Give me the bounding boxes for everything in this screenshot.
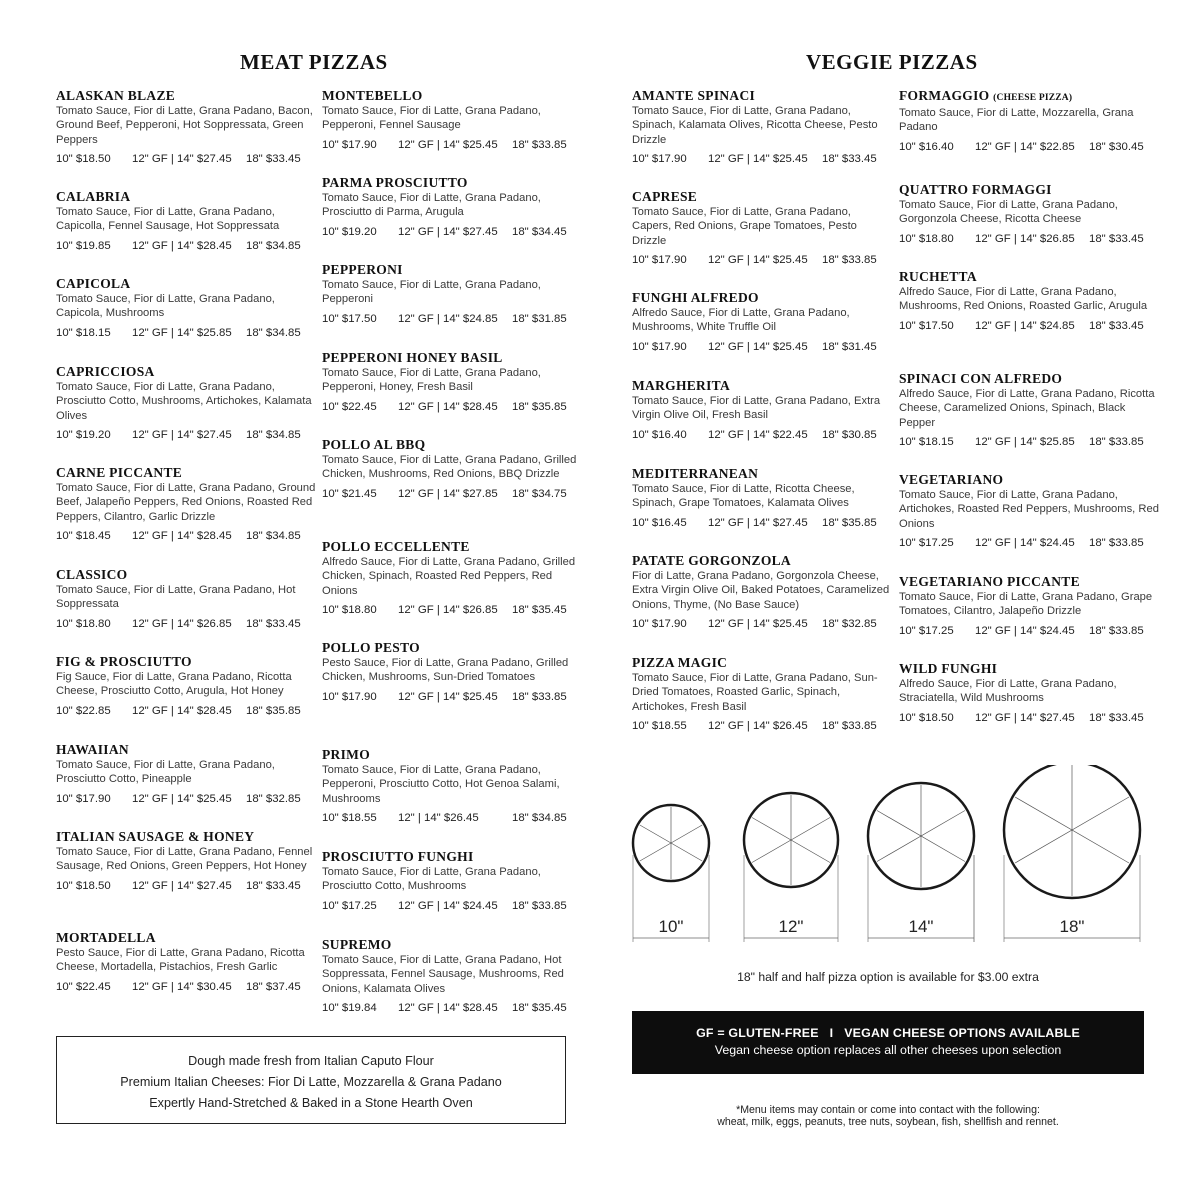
menu-item: [899, 182, 1159, 247]
price-18-inch: 18" $33.45: [1089, 319, 1144, 332]
menu-item-description: Tomato Sauce, Fior di Latte, Grana Padano, Capers, Red Onions, Grape Tomatoes, Pesto Drizzle: [632, 206, 857, 247]
menu-item: [322, 437, 582, 502]
menu-item: [56, 88, 316, 167]
price-18-inch: 18" $33.45: [1089, 711, 1144, 724]
menu-item-description: Tomato Sauce, Fior di Latte, Mozzarella, Grana Padano: [899, 107, 1134, 134]
menu-item-prices: [56, 705, 316, 719]
price-10-inch: 10" $18.80: [56, 617, 111, 630]
menu-item: [632, 189, 892, 268]
menu-item-prices: [322, 604, 582, 618]
price-12-14-inch: 12" GF | 14" $28.45: [398, 1001, 498, 1014]
menu-item-name: VEGETARIANO: [899, 472, 1004, 487]
menu-item-prices: [56, 618, 316, 632]
menu-item-name: MEDITERRANEAN: [632, 466, 759, 481]
price-12-14-inch: 12" GF | 14" $25.45: [708, 152, 808, 165]
menu-item-prices: [322, 812, 582, 826]
menu-item-prices: [632, 341, 892, 355]
menu-item-description: Tomato Sauce, Fior di Latte, Grana Padano, Pepperoni, Fennel Sausage: [322, 105, 541, 132]
price-18-inch: 18" $33.85: [512, 899, 567, 912]
menu-item: [56, 829, 316, 894]
menu-item-prices: [632, 429, 892, 443]
price-12-14-inch: 12" GF | 14" $25.85: [975, 435, 1075, 448]
menu-item-description: Tomato Sauce, Fior di Latte, Grana Padano, Sun-Dried Tomatoes, Roasted Garlic, Spinach, Artichokes, Fresh Basil: [632, 672, 878, 713]
menu-item-name: FIG & PROSCIUTTO: [56, 654, 192, 669]
menu-item-name: PATATE GORGONZOLA: [632, 553, 791, 568]
price-18-inch: 18" $34.85: [246, 428, 301, 441]
price-10-inch: 10" $17.25: [322, 899, 377, 912]
size-label-10: 10": [658, 917, 684, 936]
menu-item-name: PEPPERONI HONEY BASIL: [322, 350, 503, 365]
menu-item-description: Tomato Sauce, Fior di Latte, Grana Padano, Hot Soppressata, Fennel Sausage, Mushrooms, Red Onions, Kalamata Olives: [322, 954, 564, 995]
price-12-14-inch: 12" GF | 14" $27.45: [398, 225, 498, 238]
price-18-inch: 18" $33.85: [822, 253, 877, 266]
menu-item: [322, 175, 582, 240]
price-10-inch: 10" $17.90: [322, 138, 377, 151]
price-12-14-inch: 12" GF | 14" $25.45: [398, 138, 498, 151]
price-12-14-inch: 12" GF | 14" $24.85: [975, 319, 1075, 332]
price-18-inch: 18" $31.85: [512, 312, 567, 325]
veggie-pizzas-title: VEGGIE PIZZAS: [806, 50, 978, 74]
menu-item: [56, 364, 316, 443]
menu-item-name: CAPRESE: [632, 189, 698, 204]
price-12-14-inch: 12" GF | 14" $25.45: [132, 792, 232, 805]
menu-item-prices: [56, 981, 316, 995]
menu-item-prices: [56, 530, 316, 544]
menu-item-prices: [56, 793, 316, 807]
menu-item-prices: [632, 254, 892, 268]
menu-item: [56, 276, 316, 341]
menu-item-name: PARMA PROSCIUTTO: [322, 175, 468, 190]
menu-item: [899, 371, 1159, 450]
price-12-14-inch: 12" GF | 14" $25.45: [708, 340, 808, 353]
price-18-inch: 18" $34.85: [246, 326, 301, 339]
price-12-14-inch: 12" GF | 14" $25.45: [708, 617, 808, 630]
price-12-14-inch: 12" GF | 14" $27.45: [132, 879, 232, 892]
menu-item-prices: [322, 226, 582, 240]
menu-item-description: Tomato Sauce, Fior di Latte, Grana Padano, Capicolla, Fennel Sausage, Hot Soppressata: [56, 206, 280, 233]
menu-item-name: PROSCIUTTO FUNGHI: [322, 849, 474, 864]
price-10-inch: 10" $18.80: [899, 232, 954, 245]
menu-item-prices: [632, 517, 892, 531]
menu-item-name: CAPICOLA: [56, 276, 131, 291]
price-18-inch: 18" $33.85: [822, 719, 877, 732]
menu-item: [632, 88, 892, 167]
price-10-inch: 10" $19.20: [322, 225, 377, 238]
price-12-14-inch: 12" GF | 14" $26.85: [398, 603, 498, 616]
price-10-inch: 10" $18.50: [56, 152, 111, 165]
menu-item-description: Tomato Sauce, Fior di Latte, Grana Padano, Fennel Sausage, Red Onions, Green Peppers, Hot Honey: [56, 846, 313, 873]
price-10-inch: 10" $18.80: [322, 603, 377, 616]
price-12-14-inch: 12" GF | 14" $27.85: [398, 487, 498, 500]
menu-item: [632, 378, 892, 443]
price-18-inch: 18" $33.85: [512, 690, 567, 703]
menu-item-description: Tomato Sauce, Fior di Latte, Grana Padano, Pepperoni, Honey, Fresh Basil: [322, 367, 541, 394]
allergen-notice: [632, 1104, 1144, 1128]
price-12-14-inch: 12" GF | 14" $28.45: [132, 239, 232, 252]
menu-item-name: ALASKAN BLAZE: [56, 88, 176, 103]
price-18-inch: 18" $35.85: [512, 400, 567, 413]
menu-item-description: Tomato Sauce, Fior di Latte, Grana Padano, Hot Soppressata: [56, 584, 296, 611]
menu-item: [899, 472, 1159, 551]
menu-item-description: Tomato Sauce, Fior di Latte, Ricotta Cheese, Spinach, Grape Tomatoes, Kalamata Olives: [632, 483, 855, 510]
price-10-inch: 10" $17.90: [632, 152, 687, 165]
menu-item-prices: [632, 618, 892, 632]
menu-item: [56, 465, 316, 544]
menu-item-prices: [322, 139, 582, 153]
menu-item-description: Tomato Sauce, Fior di Latte, Grana Padano, Bacon, Ground Beef, Pepperoni, Hot Soppressata, Green Peppers: [56, 105, 313, 146]
menu-item-prices: [322, 900, 582, 914]
price-12-14-inch: 12" GF | 14" $22.85: [975, 140, 1075, 153]
menu-item-description: Tomato Sauce, Fior di Latte, Grana Padano, Prosciutto Cotto, Mushrooms, Artichokes, Kalamata Olives: [56, 381, 312, 422]
price-10-inch: 10" $18.55: [632, 719, 687, 732]
menu-item: [899, 661, 1159, 726]
menu-item-name: ITALIAN SAUSAGE & HONEY: [56, 829, 255, 844]
price-18-inch: 18" $30.85: [822, 428, 877, 441]
size-label-18: 18": [1059, 917, 1085, 936]
menu-item-prices: [322, 1002, 582, 1016]
menu-item: [899, 574, 1159, 639]
allergen-line: *Menu items may contain or come into contact with the following:: [736, 1104, 1040, 1116]
menu-item-name: FUNGHI ALFREDO: [632, 290, 759, 305]
price-12-14-inch: 12" GF | 14" $28.45: [132, 704, 232, 717]
menu-item: [632, 553, 892, 632]
menu-item-name: CAPRICCIOSA: [56, 364, 155, 379]
price-10-inch: 10" $17.90: [632, 340, 687, 353]
menu-item-prices: [899, 625, 1159, 639]
price-12-14-inch: 12" GF | 14" $24.45: [975, 624, 1075, 637]
price-12-14-inch: 12" GF | 14" $27.45: [975, 711, 1075, 724]
menu-item-description: Alfredo Sauce, Fior di Latte, Grana Padano, Mushrooms, Red Onions, Roasted Garlic, Arugula: [899, 286, 1148, 313]
menu-item-description: Tomato Sauce, Fior di Latte, Grana Padano, Grilled Chicken, Mushrooms, Red Onions, BBQ Drizzle: [322, 454, 577, 481]
menu-item: [322, 350, 582, 415]
price-12-14-inch: 12" GF | 14" $27.45: [132, 428, 232, 441]
menu-item: [56, 654, 316, 719]
price-10-inch: 10" $16.45: [632, 516, 687, 529]
menu-item-description: Tomato Sauce, Fior di Latte, Grana Padano, Ground Beef, Jalapeño Peppers, Red Onions, Roasted Red Peppers, Cilantro, Garlic Drizzle: [56, 482, 316, 523]
price-10-inch: 10" $22.45: [322, 400, 377, 413]
price-10-inch: 10" $18.50: [56, 879, 111, 892]
price-10-inch: 10" $17.90: [632, 253, 687, 266]
menu-item-description: Tomato Sauce, Fior di Latte, Grana Padano, Prosciutto di Parma, Arugula: [322, 192, 541, 219]
price-10-inch: 10" $18.55: [322, 811, 377, 824]
menu-item-prices: [899, 141, 1159, 155]
price-10-inch: 10" $17.90: [322, 690, 377, 703]
menu-item-description: Tomato Sauce, Fior di Latte, Grana Padano, Grape Tomatoes, Cilantro, Jalapeño Drizzle: [899, 591, 1153, 618]
menu-item-prices: [899, 233, 1159, 247]
menu-item: [56, 189, 316, 254]
menu-item-prices: [56, 153, 316, 167]
menu-item-description: Tomato Sauce, Fior di Latte, Grana Padano, Spinach, Kalamata Olives, Ricotta Cheese, Pesto Drizzle: [632, 105, 878, 146]
price-10-inch: 10" $19.84: [322, 1001, 377, 1014]
menu-item-prices: [899, 320, 1159, 334]
menu-item-name: VEGETARIANO PICCANTE: [899, 574, 1080, 589]
price-10-inch: 10" $22.45: [56, 980, 111, 993]
menu-item-prices: [322, 401, 582, 415]
price-10-inch: 10" $17.90: [56, 792, 111, 805]
menu-item-prices: [322, 691, 582, 705]
menu-item: [56, 930, 316, 995]
menu-item-description: Tomato Sauce, Fior di Latte, Grana Padano, Extra Virgin Olive Oil, Fresh Basil: [632, 395, 881, 422]
price-12-14-inch: 12" GF | 14" $30.45: [132, 980, 232, 993]
price-18-inch: 18" $33.85: [1089, 435, 1144, 448]
price-18-inch: 18" $37.45: [246, 980, 301, 993]
price-10-inch: 10" $17.50: [899, 319, 954, 332]
price-18-inch: 18" $33.45: [1089, 232, 1144, 245]
price-12-14-inch: 12" GF | 14" $28.45: [398, 400, 498, 413]
price-18-inch: 18" $34.85: [246, 239, 301, 252]
price-12-14-inch: 12" GF | 14" $25.85: [132, 326, 232, 339]
price-12-14-inch: 12" GF | 14" $27.45: [132, 152, 232, 165]
price-12-14-inch: 12" GF | 14" $27.45: [708, 516, 808, 529]
info-line: Dough made fresh from Italian Caputo Flour: [188, 1054, 434, 1068]
menu-item-description: Alfredo Sauce, Fior di Latte, Grana Padano, Mushrooms, White Truffle Oil: [632, 307, 850, 334]
allergen-line: wheat, milk, eggs, peanuts, tree nuts, soybean, fish, shellfish and rennet.: [717, 1116, 1059, 1128]
menu-item-prices: [632, 720, 892, 734]
price-12-14-inch: 12" GF | 14" $24.45: [975, 536, 1075, 549]
menu-item: [322, 640, 582, 705]
price-18-inch: 18" $33.85: [512, 138, 567, 151]
menu-item-name: POLLO PESTO: [322, 640, 420, 655]
menu-item: [322, 849, 582, 914]
menu-item-prices: [899, 436, 1159, 450]
menu-item-name: PIZZA MAGIC: [632, 655, 728, 670]
menu-item-name: CALABRIA: [56, 189, 131, 204]
menu-item-name: CLASSICO: [56, 567, 128, 582]
price-12-14-inch: 12" GF | 14" $24.85: [398, 312, 498, 325]
menu-item-name: MORTADELLA: [56, 930, 156, 945]
menu-item-description: Alfredo Sauce, Fior di Latte, Grana Padano, Grilled Chicken, Spinach, Roasted Red Peppers, Red Onions: [322, 556, 576, 597]
menu-item-name: PEPPERONI: [322, 262, 403, 277]
menu-item: [899, 269, 1159, 334]
half-and-half-note: 18" half and half pizza option is available for $3.00 extra: [737, 970, 1039, 984]
menu-item-description: Fior di Latte, Grana Padano, Gorgonzola Cheese, Extra Virgin Olive Oil, Baked Potatoes, Caramelized Onions, Thyme, (No Base Sauce): [632, 570, 890, 611]
price-10-inch: 10" $21.45: [322, 487, 377, 500]
menu-item: [56, 567, 316, 632]
price-10-inch: 10" $19.85: [56, 239, 111, 252]
menu-item-name: MARGHERITA: [632, 378, 731, 393]
price-18-inch: 18" $35.45: [512, 603, 567, 616]
price-18-inch: 18" $34.45: [512, 225, 567, 238]
menu-item: [322, 262, 582, 327]
price-18-inch: 18" $32.85: [822, 617, 877, 630]
size-label-12: 12": [778, 917, 804, 936]
menu-item-prices: [322, 488, 582, 502]
menu-item-name: RUCHETTA: [899, 269, 977, 284]
menu-item-name: QUATTRO FORMAGGI: [899, 182, 1052, 197]
menu-item-description: Pesto Sauce, Fior di Latte, Grana Padano, Ricotta Cheese, Mortadella, Pistachios, Fresh Garlic: [56, 947, 305, 974]
price-10-inch: 10" $18.50: [899, 711, 954, 724]
menu-item: [56, 742, 316, 807]
menu-item-name: AMANTE SPINACI: [632, 88, 756, 103]
gf-banner-subtext: Vegan cheese option replaces all other cheeses upon selection: [714, 1043, 1062, 1057]
menu-item-note: (CHEESE PIZZA): [993, 93, 1073, 103]
menu-item-prices: [322, 313, 582, 327]
menu-item-description: Alfredo Sauce, Fior di Latte, Grana Padano, Ricotta Cheese, Caramelized Onions, Spinach, Black Pepper: [899, 388, 1155, 429]
menu-item: [322, 937, 582, 1016]
price-18-inch: 18" $35.45: [512, 1001, 567, 1014]
menu-item-prices: [56, 327, 316, 341]
menu-item-prices: [899, 537, 1159, 551]
price-12-14-inch: 12" | 14" $26.45: [398, 811, 479, 824]
menu-item-name: HAWAIIAN: [56, 742, 129, 757]
price-10-inch: 10" $18.45: [56, 529, 111, 542]
pizza-size-diagram: [630, 765, 1150, 950]
price-18-inch: 18" $33.85: [1089, 624, 1144, 637]
info-line: Premium Italian Cheeses: Fior Di Latte, Mozzarella & Grana Padano: [120, 1075, 502, 1089]
price-10-inch: 10" $16.40: [632, 428, 687, 441]
price-18-inch: 18" $33.45: [246, 152, 301, 165]
menu-item-prices: [632, 153, 892, 167]
menu-item-name: PRIMO: [322, 747, 370, 762]
menu-item-description: Fig Sauce, Fior di Latte, Grana Padano, Ricotta Cheese, Prosciutto Cotto, Arugula, Hot Honey: [56, 671, 292, 698]
price-18-inch: 18" $34.85: [246, 529, 301, 542]
menu-item-name: MONTEBELLO: [322, 88, 423, 103]
price-10-inch: 10" $22.85: [56, 704, 111, 717]
price-18-inch: 18" $34.75: [512, 487, 567, 500]
price-10-inch: 10" $18.15: [56, 326, 111, 339]
price-10-inch: 10" $18.15: [899, 435, 954, 448]
price-12-14-inch: 12" GF | 14" $26.85: [132, 617, 232, 630]
price-18-inch: 18" $33.85: [1089, 536, 1144, 549]
menu-item-name: SPINACI CON ALFREDO: [899, 371, 1063, 386]
price-18-inch: 18" $35.85: [246, 704, 301, 717]
gf-banner-heading: GF = GLUTEN-FREE I VEGAN CHEESE OPTIONS AVAILABLE: [696, 1026, 1080, 1040]
menu-item-description: Pesto Sauce, Fior di Latte, Grana Padano, Grilled Chicken, Mushrooms, Sun-Dried Tomatoes: [322, 657, 569, 684]
price-12-14-inch: 12" GF | 14" $25.45: [708, 253, 808, 266]
menu-item-name: FORMAGGIO: [899, 88, 990, 103]
price-12-14-inch: 12" GF | 14" $22.45: [708, 428, 808, 441]
menu-item: [322, 539, 582, 618]
price-12-14-inch: 12" GF | 14" $28.45: [132, 529, 232, 542]
menu-item-description: Tomato Sauce, Fior di Latte, Grana Padano, Prosciutto Cotto, Mushrooms: [322, 866, 541, 893]
menu-item-prices: [56, 429, 316, 443]
menu-item-description: Tomato Sauce, Fior di Latte, Grana Padano, Artichokes, Roasted Red Peppers, Mushrooms, Red Onions: [899, 489, 1159, 530]
price-18-inch: 18" $33.45: [822, 152, 877, 165]
price-18-inch: 18" $30.45: [1089, 140, 1144, 153]
menu-item-description: Alfredo Sauce, Fior di Latte, Grana Padano, Straciatella, Wild Mushrooms: [899, 678, 1117, 705]
pizza-18-icon: [1004, 765, 1140, 942]
price-18-inch: 18" $33.45: [246, 879, 301, 892]
price-10-inch: 10" $17.25: [899, 536, 954, 549]
menu-item: [632, 290, 892, 355]
menu-item-prices: [56, 240, 316, 254]
size-label-14: 14": [908, 917, 934, 936]
price-10-inch: 10" $19.20: [56, 428, 111, 441]
dough-info-box: [56, 1036, 566, 1124]
menu-item-name: POLLO AL BBQ: [322, 437, 426, 452]
price-12-14-inch: 12" GF | 14" $26.85: [975, 232, 1075, 245]
menu-item-description: Tomato Sauce, Fior di Latte, Grana Padano, Gorgonzola Cheese, Ricotta Cheese: [899, 199, 1118, 226]
menu-item: [322, 747, 582, 826]
menu-item: [632, 466, 892, 531]
info-line: Expertly Hand-Stretched & Baked in a Stone Hearth Oven: [149, 1096, 473, 1110]
price-12-14-inch: 12" GF | 14" $25.45: [398, 690, 498, 703]
menu-item-prices: [899, 712, 1159, 726]
price-10-inch: 10" $16.40: [899, 140, 954, 153]
menu-item: [899, 88, 1159, 155]
menu-item: [322, 88, 582, 153]
menu-item-prices: [56, 880, 316, 894]
price-10-inch: 10" $17.25: [899, 624, 954, 637]
menu-item-name: SUPREMO: [322, 937, 392, 952]
price-10-inch: 10" $17.50: [322, 312, 377, 325]
menu-item-description: Tomato Sauce, Fior di Latte, Grana Padano, Capicola, Mushrooms: [56, 293, 275, 320]
price-12-14-inch: 12" GF | 14" $24.45: [398, 899, 498, 912]
price-12-14-inch: 12" GF | 14" $26.45: [708, 719, 808, 732]
menu-item-name: CARNE PICCANTE: [56, 465, 183, 480]
gluten-free-banner: [632, 1011, 1144, 1074]
meat-pizzas-title: MEAT PIZZAS: [240, 50, 388, 74]
price-18-inch: 18" $34.85: [512, 811, 567, 824]
menu-item-name: WILD FUNGHI: [899, 661, 998, 676]
menu-item: [632, 655, 892, 734]
price-10-inch: 10" $17.90: [632, 617, 687, 630]
menu-item-name: POLLO ECCELLENTE: [322, 539, 470, 554]
price-18-inch: 18" $31.45: [822, 340, 877, 353]
menu-item-description: Tomato Sauce, Fior di Latte, Grana Padano, Pepperoni, Prosciutto Cotto, Hot Genoa Salami, Mushrooms: [322, 764, 560, 805]
menu-item-description: Tomato Sauce, Fior di Latte, Grana Padano, Pepperoni: [322, 279, 541, 306]
price-18-inch: 18" $32.85: [246, 792, 301, 805]
price-18-inch: 18" $35.85: [822, 516, 877, 529]
menu-item-description: Tomato Sauce, Fior di Latte, Grana Padano, Prosciutto Cotto, Pineapple: [56, 759, 275, 786]
price-18-inch: 18" $33.45: [246, 617, 301, 630]
